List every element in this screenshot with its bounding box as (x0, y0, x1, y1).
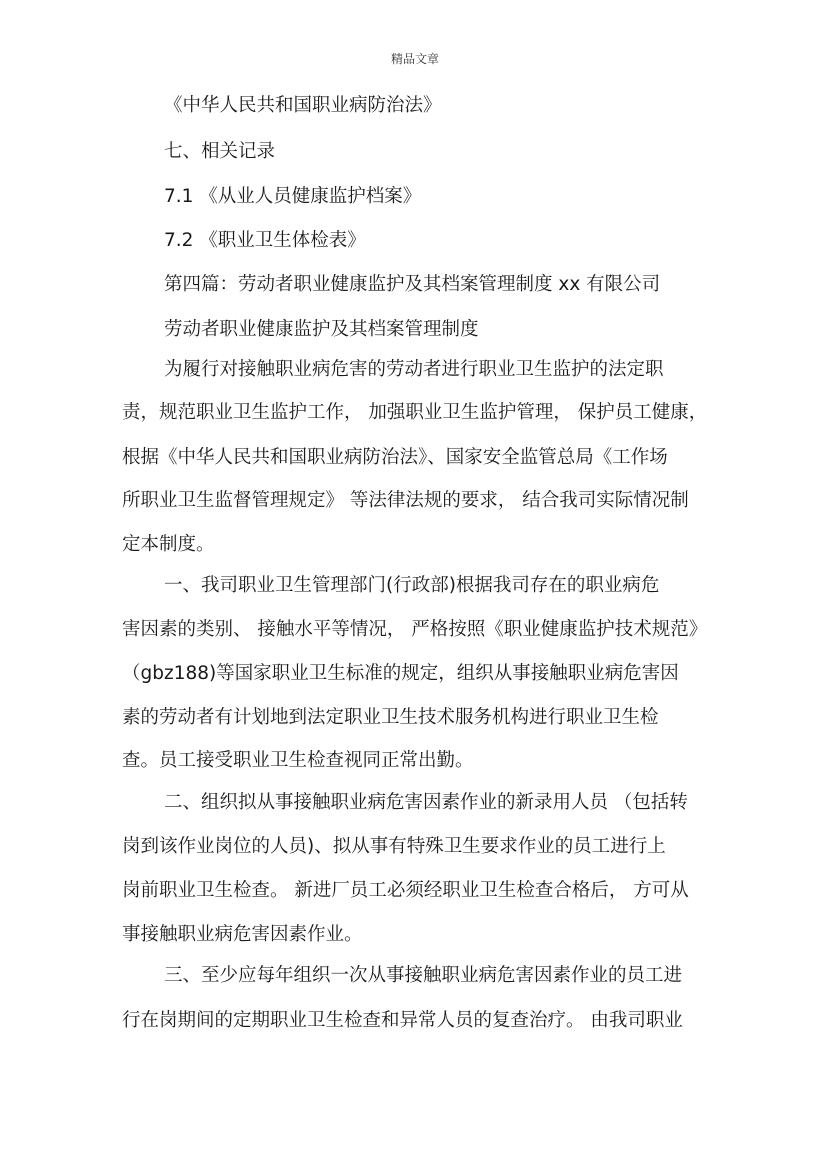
text-line: 7.2 《职业卫生体检表》 (164, 230, 366, 251)
paragraph-line: 定本制度。 (122, 534, 215, 555)
section-title: 第四篇：劳动者职业健康监护及其档案管理制度 xx 有限公司 (164, 274, 661, 295)
text-line: 七、相关记录 (164, 141, 276, 162)
paragraph-line: 害因素的类别、 接触水平等情况， 严格按照《职业健康监护技术规范》 (122, 619, 708, 640)
paragraph-line: 素的劳动者有计划地到法定职业卫生技术服务机构进行职业卫生检 (122, 707, 659, 728)
paragraph-line: 行在岗期间的定期职业卫生检查和异常人员的复查治疗。 由我司职业 (122, 1010, 683, 1031)
paragraph-line: 一、我司职业卫生管理部门(行政部)根据我司存在的职业病危 (164, 575, 660, 596)
page-header: 精品文章 (390, 52, 439, 66)
text-line: 《中华人民共和国职业病防治法》 (164, 95, 442, 116)
paragraph-line: （gbz188)等国家职业卫生标准的规定，组织从事接触职业病危害因 (122, 663, 679, 684)
paragraph-line: 三、至少应每年组织一次从事接触职业病危害因素作业的员工进 (164, 965, 683, 986)
paragraph-line: 根据《中华人民共和国职业病防治法》、国家安全监管总局《工作场 (122, 447, 668, 468)
paragraph-line: 二、组织拟从事接触职业病危害因素作业的新录用人员 （包括转 (164, 792, 688, 813)
paragraph-line: 所职业卫生监督管理规定》 等法律法规的要求， 结合我司实际情况制 (122, 490, 689, 511)
paragraph-line: 为履行对接触职业病危害的劳动者进行职业卫生监护的法定职 (164, 359, 664, 380)
paragraph-line: 责，规范职业卫生监护工作， 加强职业卫生监护管理， 保护员工健康， (122, 402, 708, 423)
text-line: 7.1 《从业人员健康监护档案》 (164, 186, 422, 207)
document-title: 劳动者职业健康监护及其档案管理制度 (164, 319, 479, 340)
paragraph-line: 岗到该作业岗位的人员)、拟从事有特殊卫生要求作业的员工进行上 (122, 836, 666, 857)
paragraph-line: 事接触职业病危害因素作业。 (122, 924, 363, 945)
paragraph-line: 查。员工接受职业卫生检查视同正常出勤。 (122, 750, 474, 771)
paragraph-line: 岗前职业卫生检查。 新进厂员工必须经职业卫生检查合格后， 方可从 (122, 880, 689, 901)
